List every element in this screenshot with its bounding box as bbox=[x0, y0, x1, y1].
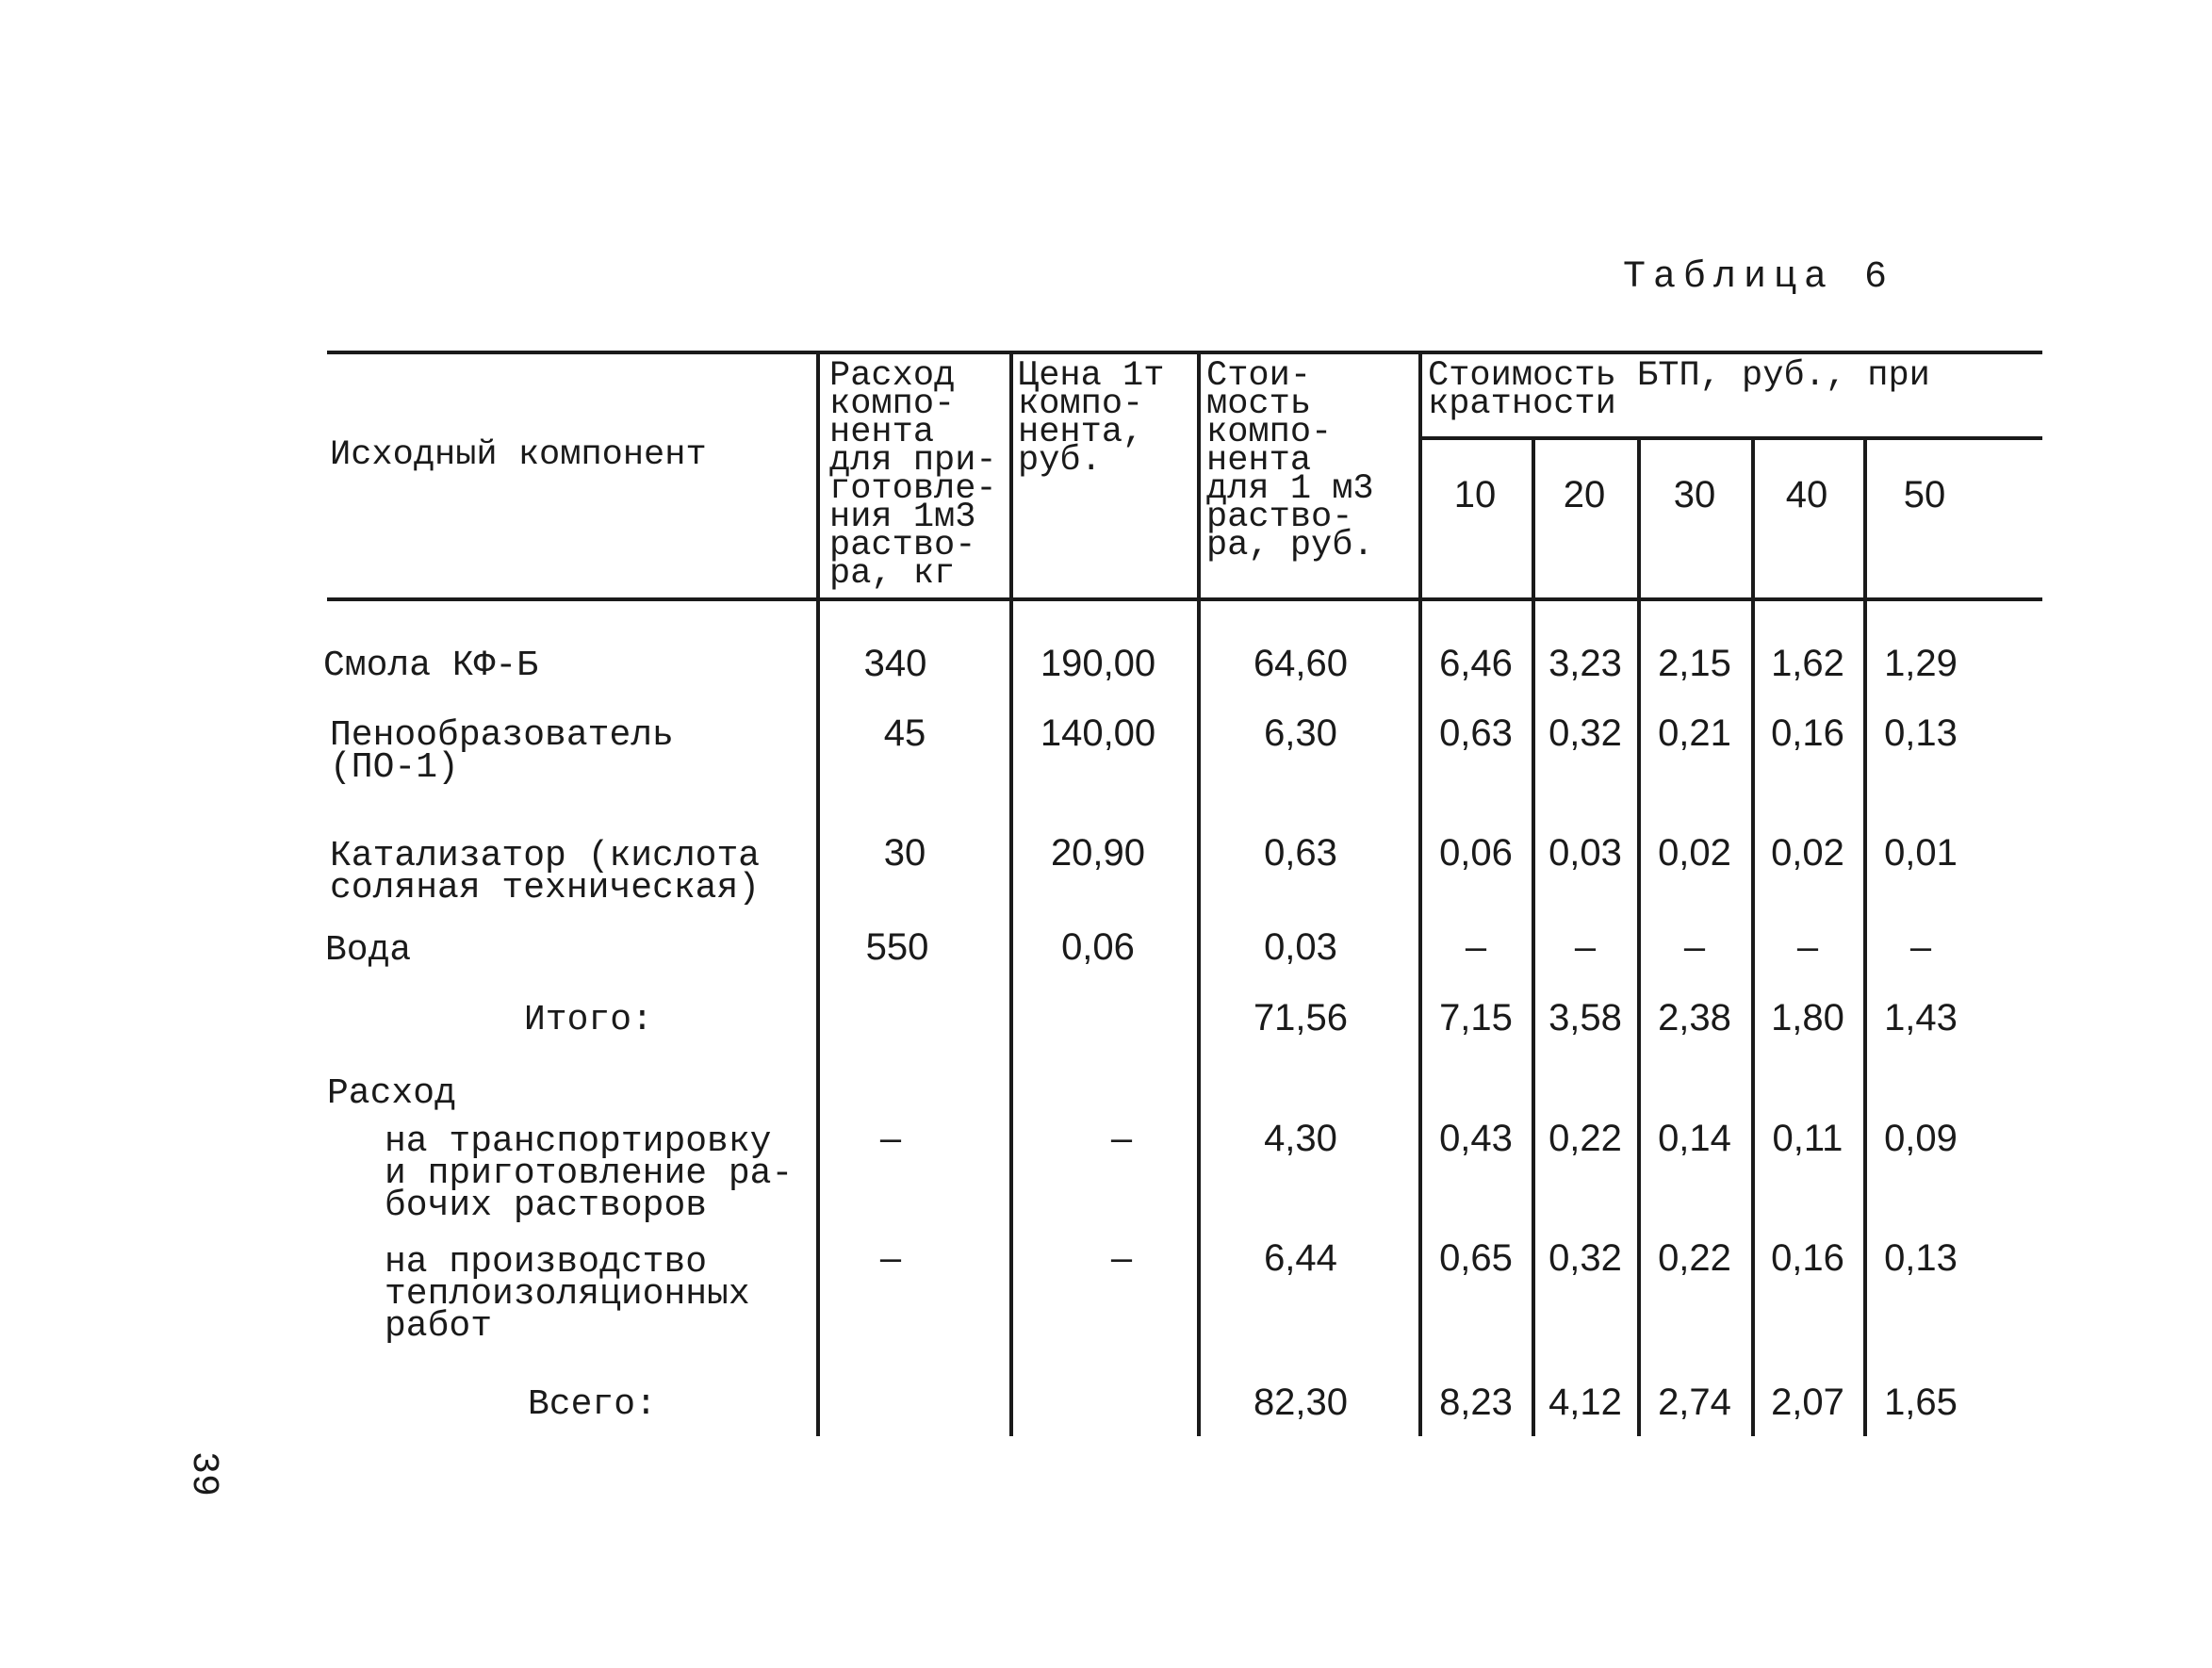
row-btp-40: 1,80 bbox=[1771, 997, 1844, 1038]
row-cost: 0,63 bbox=[1264, 832, 1337, 874]
header-multiplicity-20: 20 bbox=[1563, 474, 1606, 515]
btp-header-divider bbox=[1419, 436, 2042, 440]
row-price: – bbox=[1110, 1118, 1133, 1159]
row-btp-20: 3,23 bbox=[1548, 643, 1622, 684]
row-price: 140,00 bbox=[1040, 712, 1156, 754]
row-btp-40: 1,62 bbox=[1771, 643, 1844, 684]
row-btp-10: – bbox=[1465, 926, 1487, 968]
row-btp-50: 1,29 bbox=[1884, 643, 1958, 684]
row-btp-40: 0,16 bbox=[1771, 712, 1844, 754]
header-component: Исходный компонент bbox=[330, 435, 707, 475]
table-top-rule bbox=[327, 351, 2042, 354]
page-number: 39 bbox=[182, 1451, 224, 1497]
row-btp-30: 2,38 bbox=[1658, 997, 1731, 1038]
row-btp-30: – bbox=[1683, 926, 1706, 968]
column-divider-3 bbox=[1197, 352, 1201, 1436]
row-price: 0,06 bbox=[1061, 926, 1135, 968]
column-divider-2 bbox=[1009, 352, 1013, 1436]
row-label-expense-group: Расход bbox=[327, 1073, 456, 1114]
row-btp-10: 6,46 bbox=[1439, 643, 1513, 684]
row-btp-30: 0,22 bbox=[1658, 1237, 1731, 1279]
row-btp-10: 8,23 bbox=[1439, 1382, 1513, 1423]
row-btp-50: – bbox=[1909, 926, 1932, 968]
row-label-total: Всего: bbox=[528, 1384, 657, 1425]
column-divider-8 bbox=[1863, 438, 1867, 1436]
row-cost: 6,44 bbox=[1264, 1237, 1337, 1279]
row-btp-10: 0,63 bbox=[1439, 712, 1513, 754]
header-multiplicity-30: 30 bbox=[1673, 474, 1716, 515]
row-cost: 0,03 bbox=[1264, 926, 1337, 968]
row-label: Пенообразователь (ПО-1) bbox=[330, 715, 674, 788]
row-btp-50: 0,01 bbox=[1884, 832, 1958, 874]
header-bottom-rule bbox=[327, 597, 2042, 601]
header-multiplicity-10: 10 bbox=[1453, 474, 1497, 515]
row-btp-40: 2,07 bbox=[1771, 1382, 1844, 1423]
row-cost: 82,30 bbox=[1253, 1382, 1349, 1423]
row-btp-20: 0,22 bbox=[1548, 1118, 1622, 1159]
row-price: 20,90 bbox=[1050, 832, 1146, 874]
row-btp-50: 1,65 bbox=[1884, 1382, 1958, 1423]
row-label: Вода bbox=[325, 930, 412, 971]
row-price: 190,00 bbox=[1040, 643, 1156, 684]
row-btp-40: 0,16 bbox=[1771, 1237, 1844, 1279]
row-btp-40: 0,02 bbox=[1771, 832, 1844, 874]
row-label: Смола КФ-Б bbox=[323, 646, 539, 686]
row-btp-10: 0,06 bbox=[1439, 832, 1513, 874]
row-btp-50: 1,43 bbox=[1884, 997, 1958, 1038]
row-consumption: 30 bbox=[883, 832, 926, 874]
row-consumption: 550 bbox=[865, 926, 929, 968]
row-consumption: 45 bbox=[883, 712, 926, 754]
row-btp-40: – bbox=[1796, 926, 1819, 968]
row-consumption: – bbox=[879, 1118, 902, 1159]
row-btp-10: 7,15 bbox=[1439, 997, 1513, 1038]
row-consumption: – bbox=[879, 1237, 902, 1279]
row-cost: 6,30 bbox=[1264, 712, 1337, 754]
row-label: на производство теплоизоляционных работ bbox=[385, 1242, 750, 1347]
row-btp-50: 0,09 bbox=[1884, 1118, 1958, 1159]
row-label: Катализатор (кислота соляная техническая) bbox=[330, 836, 761, 908]
row-label-subtotal: Итого: bbox=[524, 1000, 653, 1040]
header-multiplicity-50: 50 bbox=[1903, 474, 1946, 515]
row-btp-10: 0,65 bbox=[1439, 1237, 1513, 1279]
row-btp-20: 0,32 bbox=[1548, 1237, 1622, 1279]
header-price: Цена 1т компо- нента, руб. bbox=[1018, 356, 1165, 481]
row-btp-20: 0,03 bbox=[1548, 832, 1622, 874]
row-consumption: 340 bbox=[863, 643, 927, 684]
row-btp-50: 0,13 bbox=[1884, 1237, 1958, 1279]
row-btp-20: 3,58 bbox=[1548, 997, 1622, 1038]
row-btp-30: 2,15 bbox=[1658, 643, 1731, 684]
row-cost: 71,56 bbox=[1253, 997, 1349, 1038]
row-cost: 4,30 bbox=[1264, 1118, 1337, 1159]
header-cost: Стои- мость компо- нента для 1 м3 раство- ра, руб. bbox=[1206, 356, 1374, 565]
row-cost: 64,60 bbox=[1253, 643, 1349, 684]
row-label: на транспортировку и приготовление ра- бочих растворов bbox=[385, 1121, 794, 1226]
header-btp-cost: Стоимость БТП, руб., при кратности bbox=[1428, 356, 1930, 424]
row-btp-30: 2,74 bbox=[1658, 1382, 1731, 1423]
table-caption: Таблица 6 bbox=[1623, 256, 1895, 299]
column-divider-1 bbox=[816, 352, 820, 1436]
row-btp-40: 0,11 bbox=[1772, 1118, 1843, 1159]
row-btp-20: 0,32 bbox=[1548, 712, 1622, 754]
row-btp-20: – bbox=[1574, 926, 1597, 968]
column-divider-4 bbox=[1418, 352, 1422, 1436]
header-consumption: Расход компо- нента для при- готовле- ния 1м3 раство- ра, кг bbox=[829, 356, 997, 594]
row-btp-30: 0,21 bbox=[1658, 712, 1731, 754]
row-btp-10: 0,43 bbox=[1439, 1118, 1513, 1159]
row-btp-30: 0,14 bbox=[1658, 1118, 1731, 1159]
row-btp-30: 0,02 bbox=[1658, 832, 1731, 874]
row-price: – bbox=[1110, 1237, 1133, 1279]
header-multiplicity-40: 40 bbox=[1785, 474, 1828, 515]
row-btp-50: 0,13 bbox=[1884, 712, 1958, 754]
row-btp-20: 4,12 bbox=[1548, 1382, 1622, 1423]
